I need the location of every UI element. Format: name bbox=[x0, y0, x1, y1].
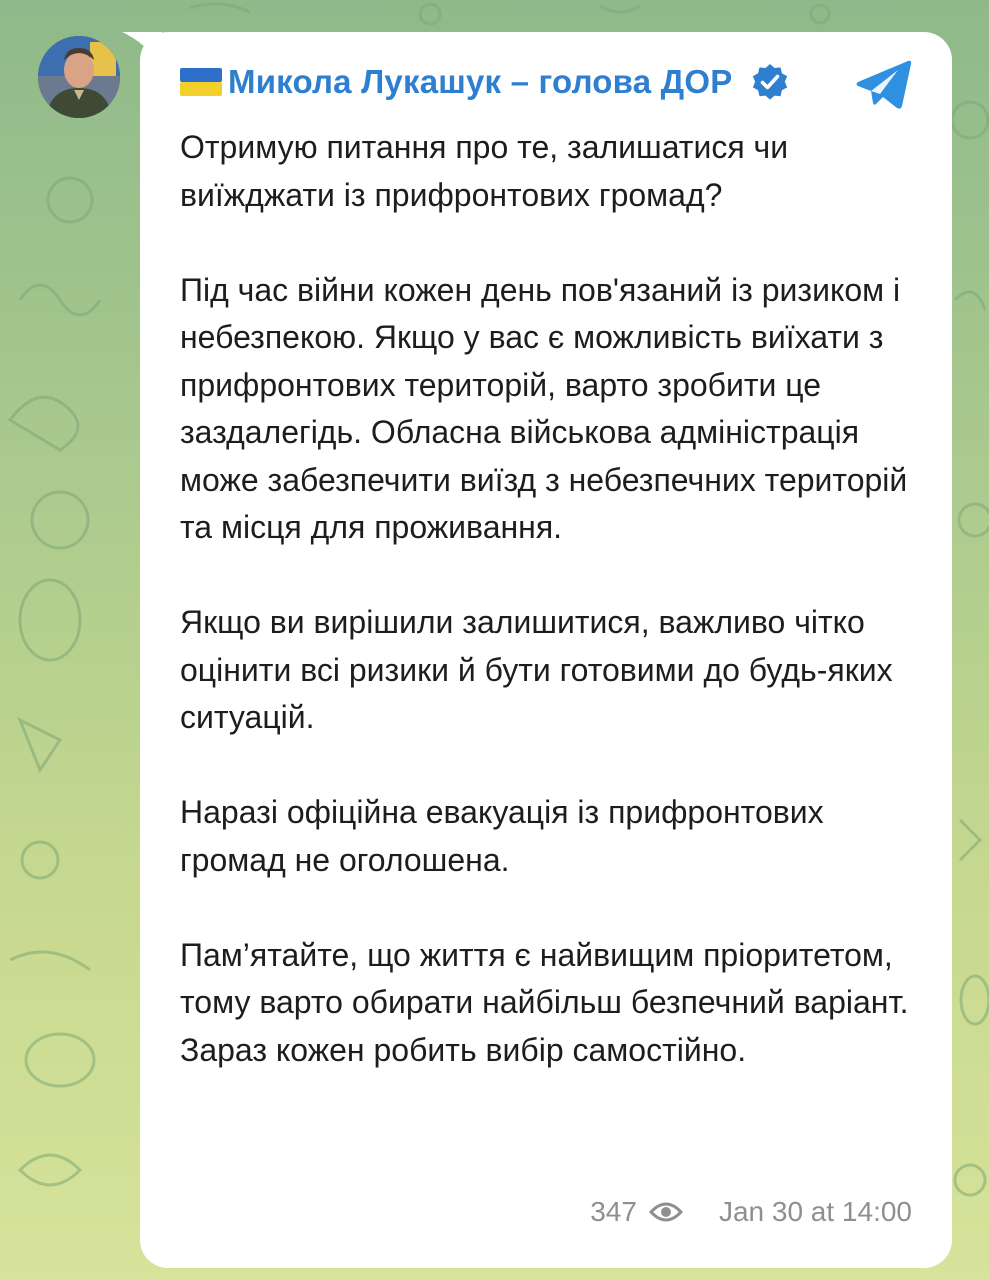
message-paragraph: Отримую питання про те, залишатися чи виїжджати із прифронтових громад? bbox=[180, 129, 789, 213]
eye-icon bbox=[649, 1200, 683, 1224]
message-paragraph: Наразі офіційна евакуація із прифронтових громад не оголошена. bbox=[180, 794, 824, 878]
channel-avatar[interactable] bbox=[38, 36, 120, 118]
message-text bbox=[180, 124, 920, 1074]
message-bubble bbox=[140, 32, 952, 1268]
message-paragraph: Під час війни кожен день пов'язаний із ризиком і небезпекою. Якщо у вас є можливість виїхати з прифронтових територій, варто зробити це заздалегідь. Обласна військова адміністрація може забезпечити виїзд з небезпечних територій та місця для проживання. bbox=[180, 271, 908, 545]
verified-badge-icon bbox=[750, 62, 790, 102]
message-paragraph: Пам’ятайте, що життя є найвищим пріоритетом, тому варто обирати найбільш безпечний варіант. Зараз кожен робить вибір самостійно. bbox=[180, 936, 909, 1068]
message-header bbox=[180, 60, 790, 104]
view-count: 347 bbox=[590, 1196, 637, 1227]
avatar-image bbox=[38, 36, 120, 118]
channel-name[interactable]: Микола Лукашук – голова ДОР bbox=[228, 63, 733, 100]
ukraine-flag-icon bbox=[180, 68, 222, 96]
telegram-share-icon[interactable] bbox=[854, 56, 914, 112]
message-footer bbox=[590, 1196, 912, 1228]
message-paragraph: Якщо ви вирішили залишитися, важливо чітко оцінити всі ризики й бути готовими до будь-яких ситуацій. bbox=[180, 604, 893, 735]
timestamp: Jan 30 at 14:00 bbox=[718, 1196, 912, 1227]
